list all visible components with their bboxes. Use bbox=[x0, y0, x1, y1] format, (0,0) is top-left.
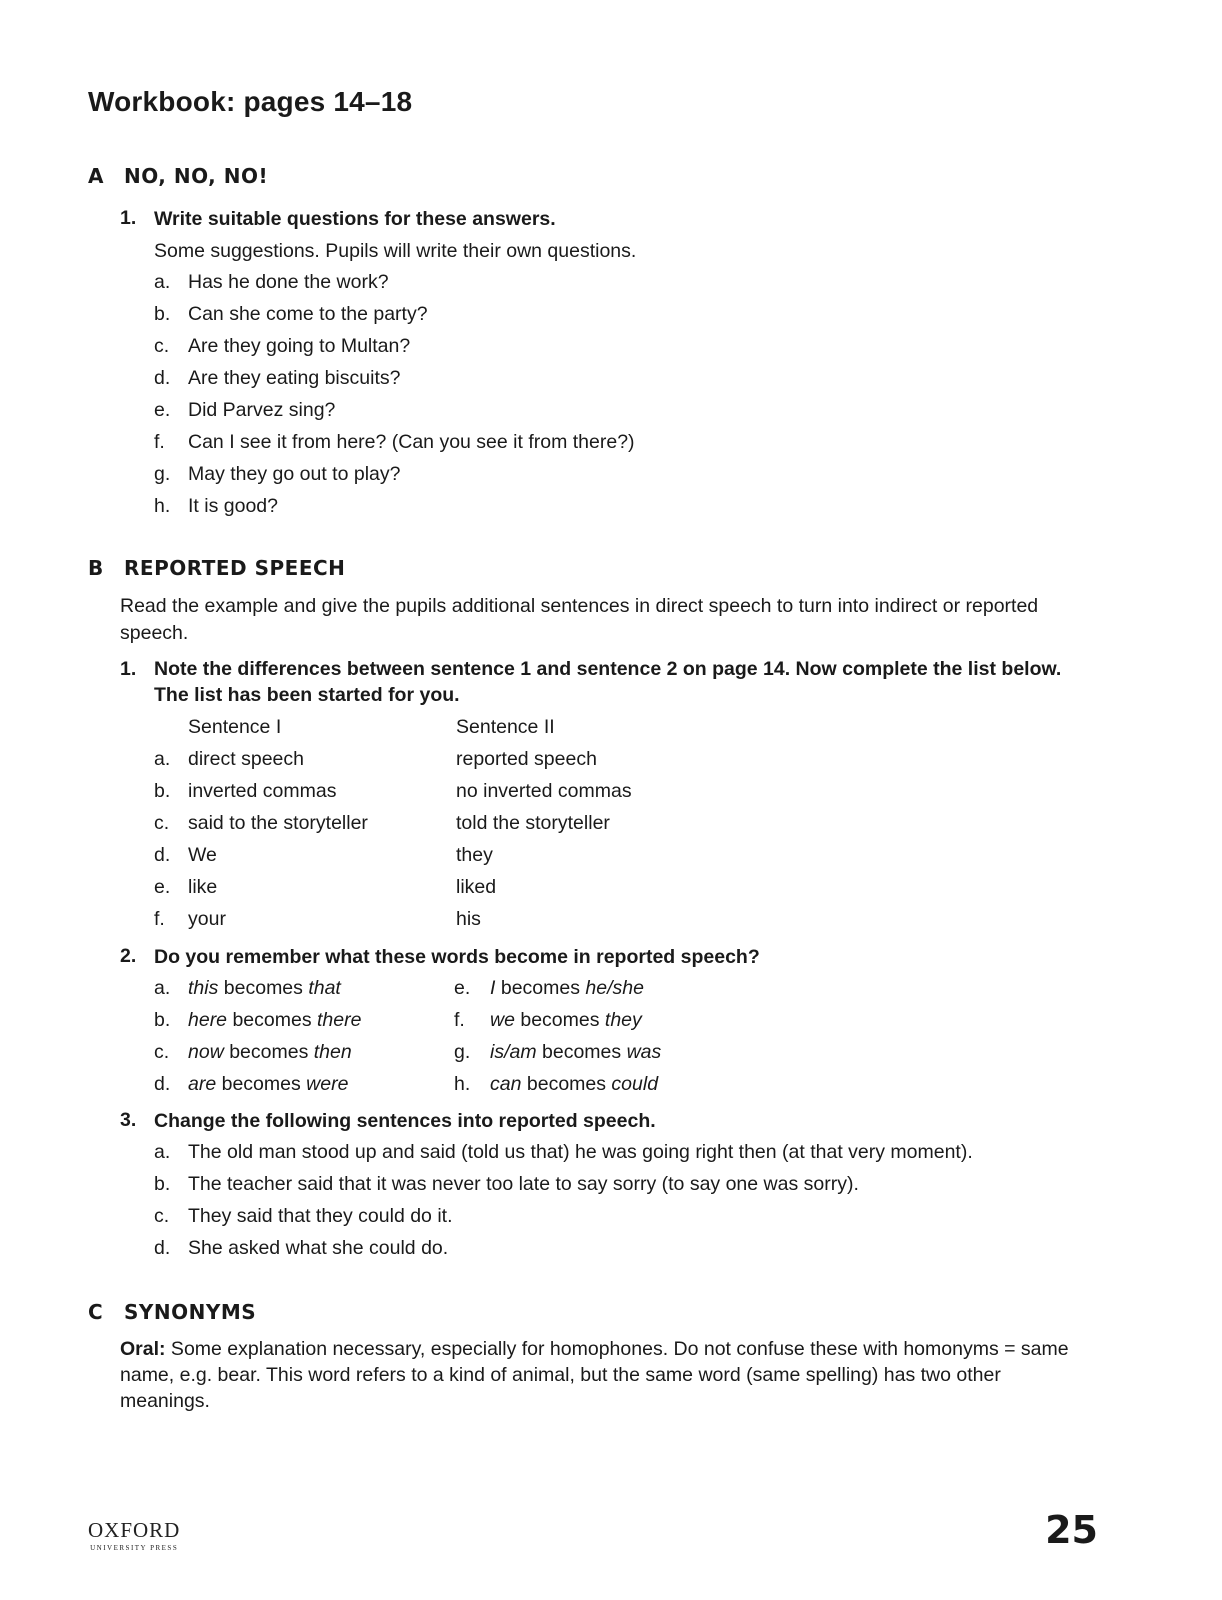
item-label: a. bbox=[154, 748, 171, 770]
item-label: a. bbox=[154, 977, 171, 999]
word-from: we bbox=[490, 1009, 515, 1031]
list-item: She asked what she could do. bbox=[188, 1237, 449, 1259]
list-item: The old man stood up and said (told us that) he was going right then (at that very moment). bbox=[188, 1141, 973, 1163]
item-label: d. bbox=[154, 367, 171, 389]
word-change bbox=[490, 1041, 661, 1064]
section-c-heading bbox=[88, 1300, 256, 1324]
answer-note: Some suggestions. Pupils will write their own questions. bbox=[154, 240, 637, 262]
section-letter: C bbox=[88, 1300, 104, 1324]
item-label: f. bbox=[154, 908, 165, 930]
word-to: he/she bbox=[585, 977, 644, 999]
list-item: Did Parvez sing? bbox=[188, 399, 336, 421]
list-item: Can I see it from here? (Can you see it from there?) bbox=[188, 431, 635, 453]
section-intro: Read the example and give the pupils additional sentences in direct speech to turn into indirect or reported speech. bbox=[120, 595, 1039, 644]
table-cell: We bbox=[188, 844, 217, 866]
table-cell: reported speech bbox=[456, 748, 597, 770]
becomes-word: becomes bbox=[229, 1041, 309, 1063]
question-text: Change the following sentences into reported speech. bbox=[154, 1110, 656, 1132]
question-text: Write suitable questions for these answers. bbox=[154, 208, 556, 230]
section-a-heading bbox=[88, 164, 268, 188]
question-number: 1. bbox=[120, 658, 137, 680]
section-title: REPORTED SPEECH bbox=[124, 556, 346, 580]
becomes-word: becomes bbox=[500, 977, 580, 999]
table-cell: no inverted commas bbox=[456, 780, 632, 802]
question-number: 3. bbox=[120, 1109, 137, 1131]
word-change bbox=[490, 1073, 658, 1096]
word-change bbox=[188, 977, 341, 1000]
word-from: can bbox=[490, 1073, 522, 1095]
column-header: Sentence I bbox=[188, 716, 282, 738]
page-number: 25 bbox=[1045, 1508, 1098, 1552]
item-label: f. bbox=[154, 431, 165, 453]
section-title: NO, NO, NO! bbox=[124, 164, 269, 188]
table-cell: direct speech bbox=[188, 748, 304, 770]
item-label: b. bbox=[154, 303, 171, 325]
item-label: a. bbox=[154, 271, 171, 293]
section-b-heading bbox=[88, 556, 345, 580]
section-letter: A bbox=[88, 164, 104, 188]
item-label: b. bbox=[154, 780, 171, 802]
word-from: are bbox=[188, 1073, 217, 1095]
word-change bbox=[490, 1009, 642, 1032]
becomes-word: becomes bbox=[232, 1009, 312, 1031]
logo-sub-text: UNIVERSITY PRESS bbox=[90, 1544, 179, 1552]
word-to: were bbox=[306, 1073, 349, 1095]
list-item: Are they eating biscuits? bbox=[188, 367, 401, 389]
question-number: 2. bbox=[120, 945, 137, 967]
item-label: g. bbox=[454, 1041, 471, 1063]
table-cell: his bbox=[456, 908, 481, 930]
item-label: g. bbox=[154, 463, 171, 485]
column-header: Sentence II bbox=[456, 716, 555, 738]
item-label: c. bbox=[154, 335, 170, 357]
word-to: could bbox=[611, 1073, 659, 1095]
word-from: this bbox=[188, 977, 219, 999]
item-label: b. bbox=[154, 1009, 171, 1031]
table-cell: your bbox=[188, 908, 226, 930]
item-label: f. bbox=[454, 1009, 465, 1031]
item-label: d. bbox=[154, 1073, 171, 1095]
table-cell: they bbox=[456, 844, 493, 866]
word-from: here bbox=[188, 1009, 228, 1031]
item-label: h. bbox=[454, 1073, 471, 1095]
section-title: SYNONYMS bbox=[124, 1300, 257, 1324]
becomes-word: becomes bbox=[542, 1041, 622, 1063]
item-label: b. bbox=[154, 1173, 171, 1195]
table-cell: liked bbox=[456, 876, 497, 898]
word-to: they bbox=[604, 1009, 642, 1031]
item-label: e. bbox=[154, 399, 171, 421]
oral-text: Some explanation necessary, especially for homophones. Do not confuse these with homonyms = same name, e.g. bear. This word refers to a kind of animal, but the same word (same spelling) has two other meanings. bbox=[120, 1338, 1069, 1412]
word-from: now bbox=[188, 1041, 224, 1063]
oxford-logo bbox=[88, 1518, 180, 1552]
section-letter: B bbox=[88, 556, 104, 580]
oral-label: Oral: bbox=[120, 1338, 166, 1360]
word-to: was bbox=[626, 1041, 662, 1063]
word-change bbox=[490, 977, 644, 1000]
item-label: c. bbox=[154, 1205, 170, 1227]
word-to: then bbox=[313, 1041, 352, 1063]
item-label: h. bbox=[154, 495, 171, 517]
table-cell: inverted commas bbox=[188, 780, 337, 802]
item-label: a. bbox=[154, 1141, 171, 1163]
word-from: is/am bbox=[490, 1041, 537, 1063]
becomes-word: becomes bbox=[223, 977, 303, 999]
table-cell: like bbox=[188, 876, 218, 898]
item-label: d. bbox=[154, 1237, 171, 1259]
word-to: that bbox=[308, 977, 341, 999]
logo-main-text: OXFORD bbox=[88, 1518, 181, 1542]
list-item: The teacher said that it was never too late to say sorry (to say one was sorry). bbox=[188, 1173, 859, 1195]
table-cell: told the storyteller bbox=[456, 812, 610, 834]
page-title: Workbook: pages 14–18 bbox=[88, 86, 413, 117]
list-item: Has he done the work? bbox=[188, 271, 389, 293]
list-item: Can she come to the party? bbox=[188, 303, 428, 325]
question-text: Note the differences between sentence 1 and sentence 2 on page 14. Now complete the list below. The list has been started for you. bbox=[154, 658, 1062, 706]
becomes-word: becomes bbox=[221, 1073, 301, 1095]
word-change bbox=[188, 1073, 348, 1096]
question-number: 1. bbox=[120, 207, 137, 229]
table-cell: said to the storyteller bbox=[188, 812, 368, 834]
list-item: They said that they could do it. bbox=[188, 1205, 453, 1227]
list-item: Are they going to Multan? bbox=[188, 335, 411, 357]
item-label: c. bbox=[154, 1041, 170, 1063]
word-to: there bbox=[317, 1009, 362, 1031]
item-label: e. bbox=[154, 876, 171, 898]
word-change bbox=[188, 1041, 352, 1064]
becomes-word: becomes bbox=[526, 1073, 606, 1095]
item-label: c. bbox=[154, 812, 170, 834]
item-label: e. bbox=[454, 977, 471, 999]
list-item: May they go out to play? bbox=[188, 463, 401, 485]
oral-note bbox=[120, 1336, 1090, 1414]
word-change bbox=[188, 1009, 361, 1032]
becomes-word: becomes bbox=[520, 1009, 600, 1031]
question-text: Do you remember what these words become in reported speech? bbox=[154, 946, 760, 968]
item-label: d. bbox=[154, 844, 171, 866]
list-item: It is good? bbox=[188, 495, 278, 517]
word-from: I bbox=[490, 977, 496, 999]
